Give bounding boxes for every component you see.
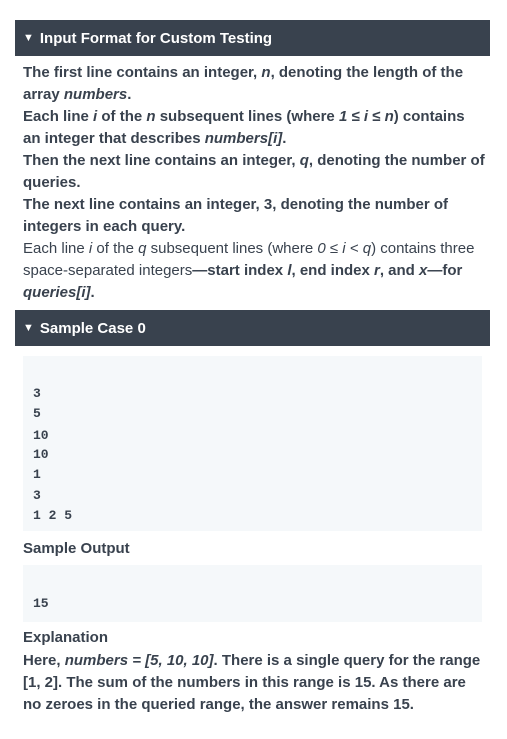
input-format-title: Input Format for Custom Testing xyxy=(39,29,273,47)
sample-output-box xyxy=(23,565,482,622)
sample-output-label: Sample Output xyxy=(23,540,130,557)
input-line-1: The first line contains an integer, n, denoting the length of the array numbers. xyxy=(23,64,464,103)
explanation-text: Here, numbers = [5, 10, 10]. There is a single query for the range [1, 2]. The sum of the numbers in this range is 15. As there are no zeroes in the queried range, the answer remains 15. xyxy=(23,652,481,713)
input-line-2: Each line i of the n subsequent lines (where 1 ≤ i ≤ n) contains an integer that describes numbers[i]. xyxy=(23,108,465,147)
sample-input-box xyxy=(23,356,482,531)
triangle-down-icon: ▼ xyxy=(23,32,34,44)
triangle-down-icon: ▼ xyxy=(23,322,34,334)
sample-input-line: 1 2 5 xyxy=(33,508,73,523)
sample-input-line: 1 xyxy=(33,467,41,482)
explanation-label: Explanation xyxy=(23,629,109,646)
sample-output-line: 15 xyxy=(33,596,49,611)
sample-input-line: 3 xyxy=(33,488,41,503)
sample-input-line: 3 xyxy=(33,386,41,401)
sample-case-title: Sample Case 0 xyxy=(39,319,146,337)
input-format-header[interactable] xyxy=(15,20,490,56)
sample-case-header[interactable] xyxy=(15,310,490,346)
input-line-4: The next line contains an integer, 3, denoting the number of integers in each query. xyxy=(23,196,449,235)
sample-input-line: 10 xyxy=(33,428,49,443)
sample-input-line: 10 xyxy=(33,447,49,462)
input-line-5: Each line i of the q subsequent lines (where 0 ≤ i < q) contains three space-separated integers—start index l, end index r, and x—for queries[i]. xyxy=(23,240,475,301)
input-line-3: Then the next line contains an integer, q, denoting the number of queries. xyxy=(23,152,485,191)
sample-input-line: 5 xyxy=(33,406,41,421)
input-format-description xyxy=(23,62,485,304)
